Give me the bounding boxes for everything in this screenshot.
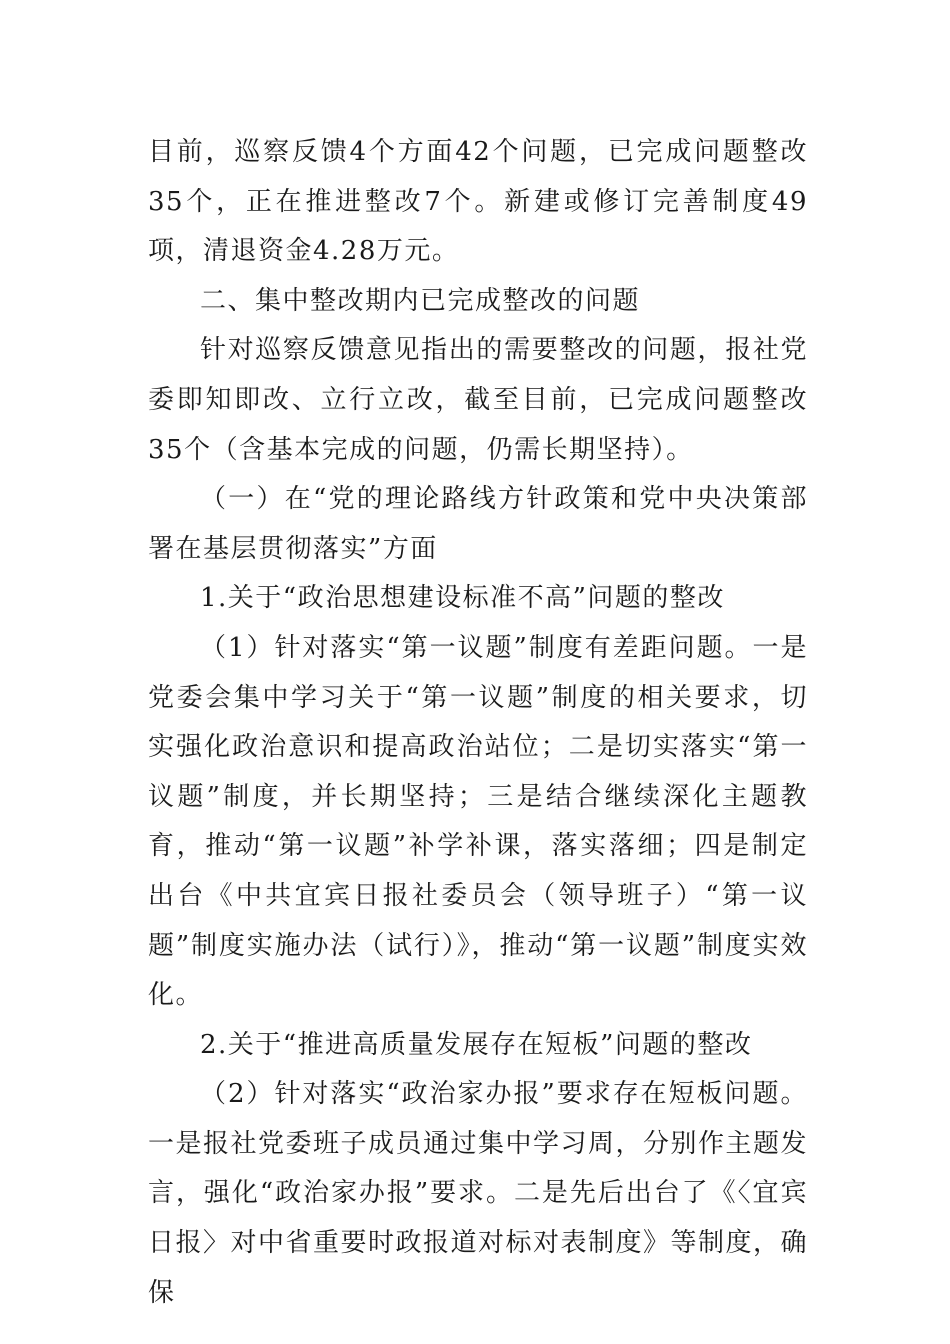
subsection-heading-one: （一）在“党的理论路线方针政策和党中央决策部署在基层贯彻落实”方面: [148, 484, 808, 564]
document-body: [148, 128, 808, 1318]
paragraph-item-2-detail: （2）针对落实“政治家办报”要求存在短板问题。一是报社党委班子成员通过集中学习周，分别作主题发言，强化“政治家办报”要求。二是先后出台了《〈宜宾日报〉对中省重要时政报道对标对表制度》等制度，确保: [148, 1079, 809, 1308]
paragraph-item-1-detail: （1）针对落实“第一议题”制度有差距问题。一是党委会集中学习关于“第一议题”制度的相关要求，切实强化政治意识和提高政治站位；二是切实落实“第一议题”制度，并长期坚持；三是结合继续深化主题教育，推动“第一议题”补学补课，落实落细；四是制定出台《中共宜宾日报社委员会（领导班子）“第一议题”制度实施办法（试行）》，推动“第一议题”制度实效化。: [148, 632, 808, 1011]
paragraph-rectification-overview: 针对巡察反馈意见指出的需要整改的问题，报社党委即知即改、立行立改，截至目前，已完成问题整改35个（含基本完成的问题，仍需长期坚持）。: [148, 335, 808, 465]
item-heading-1: 1.关于“政治思想建设标准不高”问题的整改: [200, 583, 725, 614]
item-heading-2: 2.关于“推进高质量发展存在短板”问题的整改: [200, 1029, 753, 1060]
section-heading-two: 二、集中整改期内已完成整改的问题: [200, 285, 641, 316]
paragraph-summary: 目前，巡察反馈4个方面42个问题，已完成问题整改35个，正在推进整改7个。新建或修订完善制度49项，清退资金4.28万元。: [148, 137, 808, 267]
